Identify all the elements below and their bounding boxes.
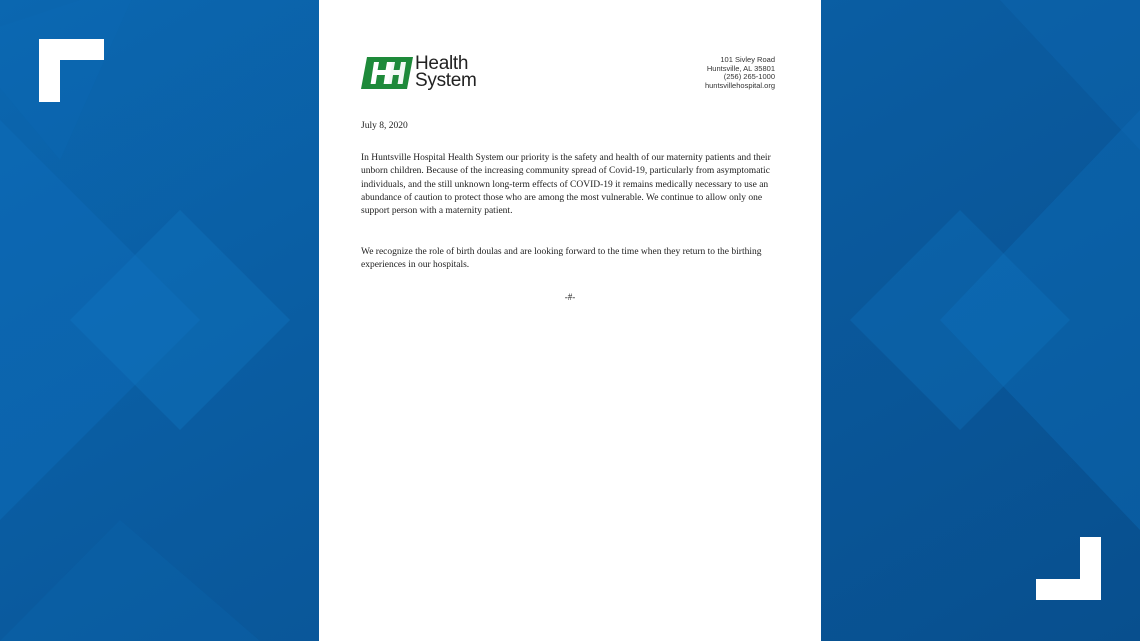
corner-bracket-top-left-vertical: [39, 39, 60, 102]
address-website: huntsvillehospital.org: [704, 81, 775, 91]
hh-logo-mark-icon: [361, 57, 413, 89]
letter-paragraph-2: We recognize the role of birth doulas and are looking forward to the time when they return to the birthing experiences in our hospitals.: [361, 247, 762, 271]
letter-date: July 8, 2020: [361, 121, 408, 131]
logo-wordmark: [415, 55, 477, 89]
end-mark: -#-: [564, 292, 576, 302]
logo-text-system: System: [415, 70, 477, 91]
address-street: 101 Sivley Road: [720, 55, 775, 64]
corner-bracket-bottom-right-vertical: [1080, 537, 1101, 600]
letterhead-address: [705, 56, 775, 91]
address-city: Huntsville, AL 35801: [706, 63, 775, 73]
letter-document: [319, 0, 821, 641]
health-system-logo: [361, 54, 491, 94]
letter-paragraph-1: In Huntsville Hospital Health System our priority is the safety and health of our maternity patients and their unborn children. Because of the increasing community spread of Covid-19, particularly from asymptomatic individuals, and the still unknown long-term effects of COVID-19 it remains medically necessary to use an abundance of caution to protect those who are among the most vulnerable. We continue to allow only one support person with a maternity patient.: [361, 153, 771, 217]
logo-text-health: Health: [415, 53, 469, 74]
address-phone: (256) 265-1000: [723, 72, 775, 82]
